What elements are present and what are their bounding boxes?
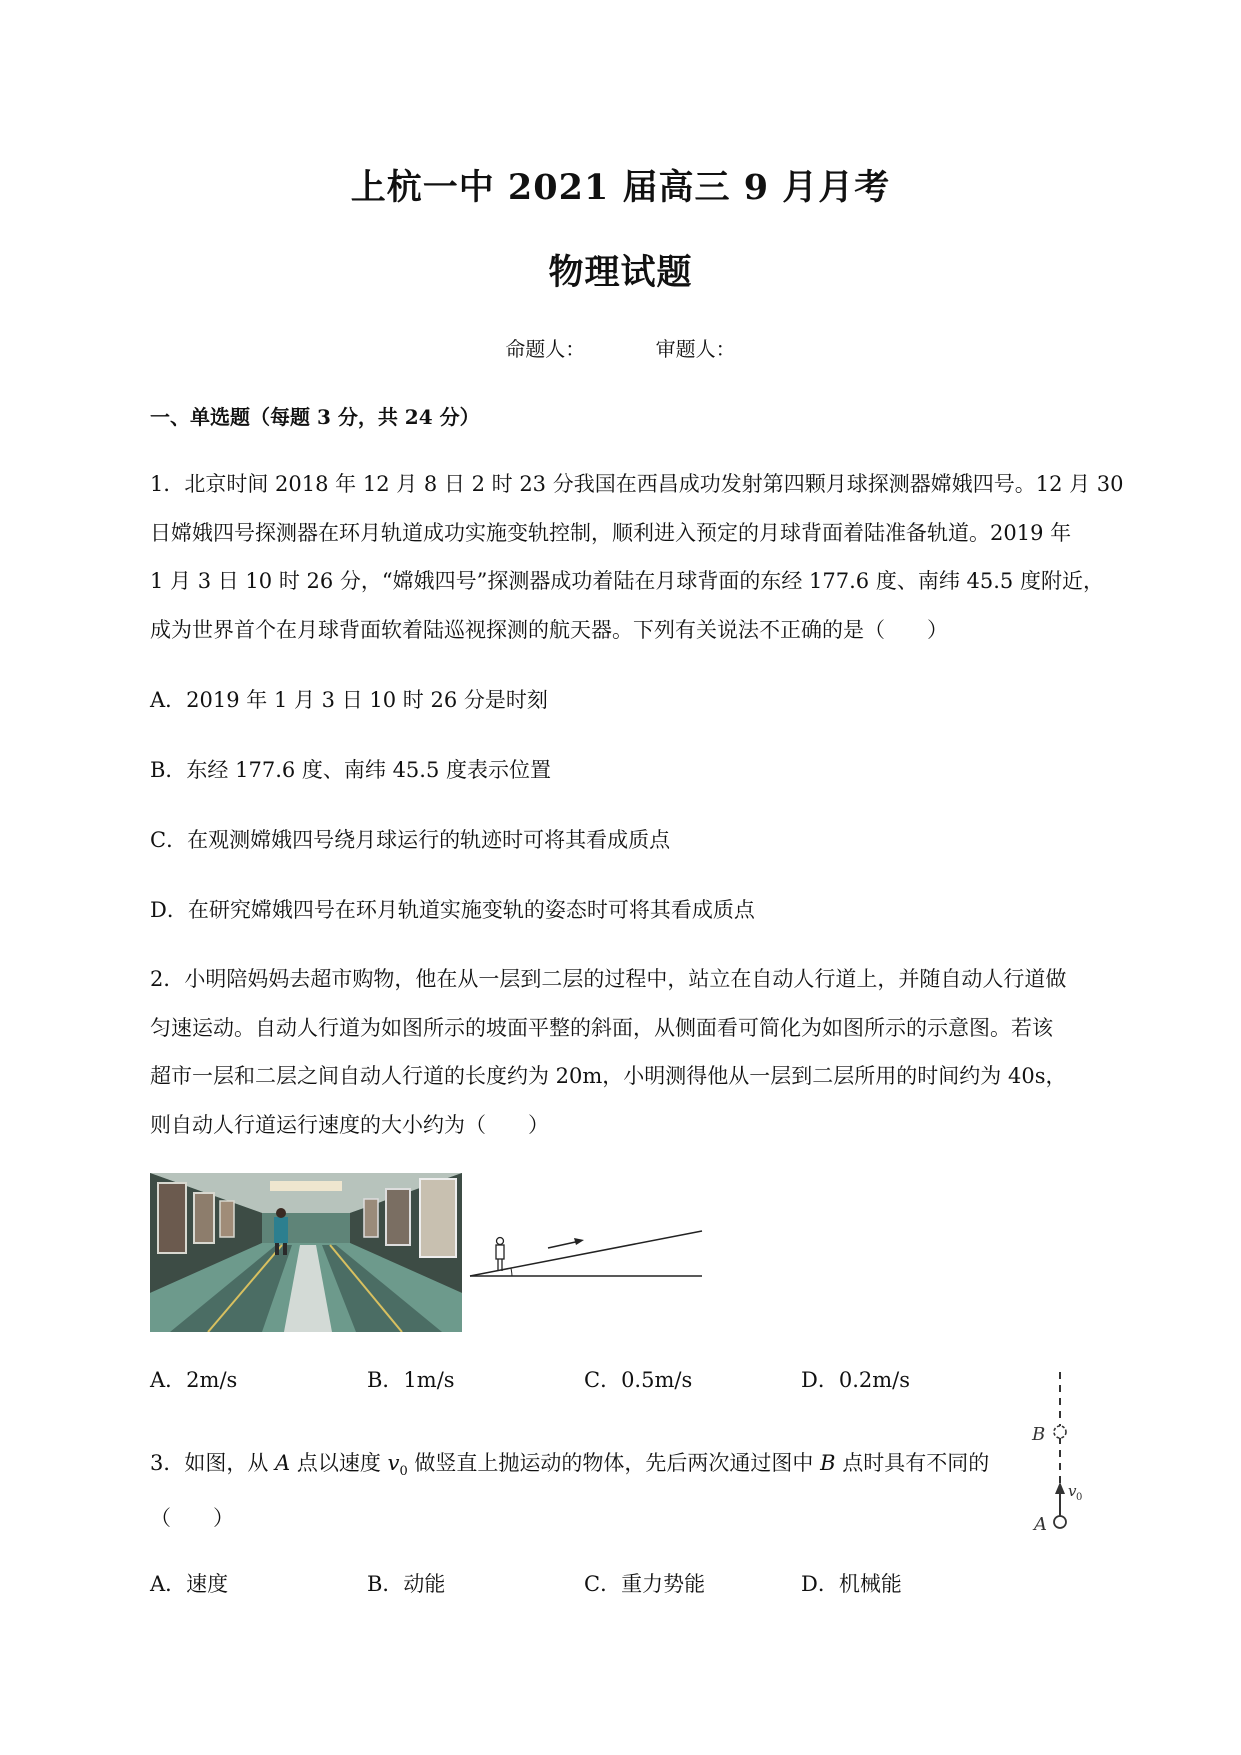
q2-line-2: 匀速运动。自动人行道为如图所示的坡面平整的斜面，从侧面看可简化为如图所示的示意图。若该: [150, 1016, 1053, 1040]
q1-option-b: B．东经 177.6 度、南纬 45.5 度表示位置: [150, 758, 552, 782]
vertical-throw-diagram: [1030, 1370, 1100, 1538]
q3-velocity-subscript: 0: [399, 1464, 408, 1480]
figure-label-v-sub: 0: [1076, 1492, 1083, 1503]
exam-subject-title: 物理试题: [548, 252, 693, 293]
q3-text-mid2: 做竖直上抛运动的物体，先后两次通过图中: [407, 1451, 821, 1475]
q3-line-1: [150, 1447, 989, 1479]
exam-title: 上杭一中 2021 届高三 9 月月考: [350, 167, 891, 208]
authors-line: [0, 333, 1241, 362]
q3-option-b: B．动能: [367, 1572, 446, 1596]
q2-option-d: D．0.2m/s: [801, 1368, 910, 1392]
q3-option-a: A．速度: [150, 1572, 229, 1596]
q3-option-c: C．重力势能: [584, 1572, 706, 1596]
incline-diagram: [468, 1213, 708, 1283]
q3-text-suffix: 点时具有不同的: [835, 1451, 990, 1475]
figure-label-a: A: [1034, 1514, 1047, 1535]
section-heading: 一、单选题（每题 3 分，共 24 分）: [150, 405, 480, 429]
reviewer-label: 审题人：: [655, 337, 736, 361]
q3-velocity-symbol: v: [387, 1451, 400, 1475]
q1-line-2: 日嫦娥四号探测器在环月轨道成功实施变轨控制，顺利进入预定的月球背面着陆准备轨道。2019 年: [150, 521, 1072, 545]
q1-line-1: 1．北京时间 2018 年 12 月 8 日 2 时 23 分我国在西昌成功发射第四颗月球探测器嫦娥四号。12 月 30: [150, 472, 1124, 496]
q1-line-3: 1 月 3 日 10 时 26 分，“嫦娥四号”探测器成功着陆在月球背面的东经 177.6 度、南纬 45.5 度附近，: [150, 569, 1104, 593]
q2-option-c: C．0.5m/s: [584, 1368, 693, 1392]
q3-option-d: D．机械能: [801, 1572, 902, 1596]
q3-line-2: （ ）: [150, 1506, 234, 1530]
q3-text-prefix: 3．如图，从: [150, 1451, 276, 1475]
q3-text-mid1: 点以速度: [290, 1451, 388, 1475]
q3-point-a: A: [275, 1451, 291, 1475]
figure-label-v: v: [1068, 1482, 1077, 1500]
q2-line-3: 超市一层和二层之间自动人行道的长度约为 20m，小明测得他从一层到二层所用的时间约为 40s，: [150, 1064, 1067, 1088]
q2-line-4: 则自动人行道运行速度的大小约为（ ）: [150, 1113, 549, 1137]
q1-option-c: C．在观测嫦娥四号绕月球运行的轨迹时可将其看成质点: [150, 828, 671, 852]
moving-walkway-photo: [150, 1173, 462, 1332]
q2-option-b: B．1m/s: [367, 1368, 455, 1392]
q1-line-4: 成为世界首个在月球背面软着陆巡视探测的航天器。下列有关说法不正确的是（ ）: [150, 618, 948, 642]
q3-point-b: B: [820, 1451, 836, 1475]
q1-option-d: D．在研究嫦娥四号在环月轨道实施变轨的姿态时可将其看成质点: [150, 898, 755, 922]
figure-label-b: B: [1032, 1424, 1046, 1445]
q2-line-1: 2．小明陪妈妈去超市购物，他在从一层到二层的过程中，站立在自动人行道上，并随自动人行道做: [150, 967, 1067, 991]
q2-option-a: A．2m/s: [150, 1368, 238, 1392]
author-label: 命题人：: [505, 337, 586, 361]
q1-option-a: A．2019 年 1 月 3 日 10 时 26 分是时刻: [150, 688, 548, 712]
